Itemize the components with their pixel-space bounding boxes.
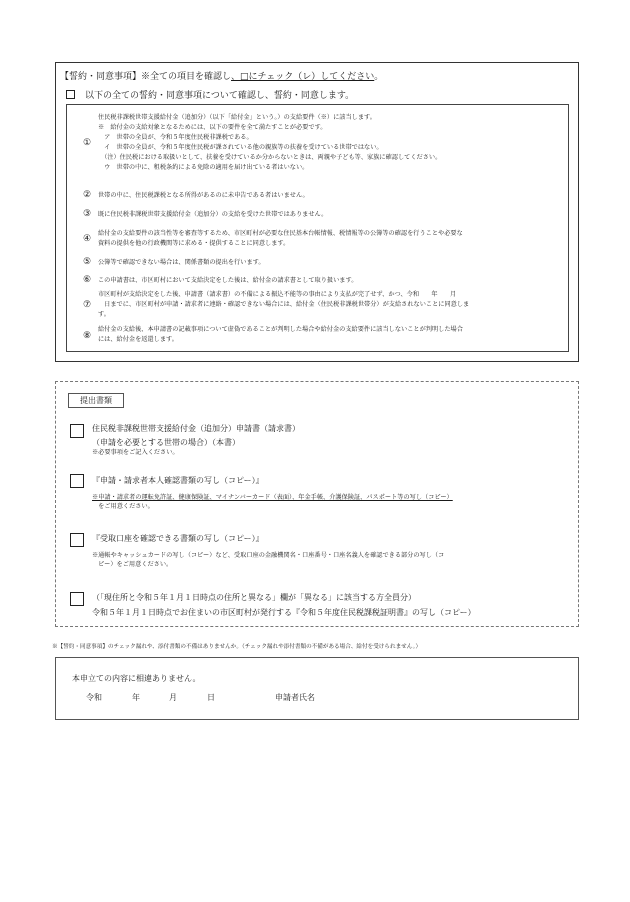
pledge-item-4-number: ④ [82,234,92,244]
pledge-agree-checkbox[interactable] [66,90,75,99]
pledge-header-period: 。 [374,72,384,82]
pledge-item-5 [98,258,265,268]
pledge-item-6 [98,276,357,286]
pledge-item-8-line: 給付金の支給後、本申請書の記載事項について虚偽であることが判明した場合や給付金の支給要件に該当しないことが判明した場合 [98,326,463,333]
documents-label: 提出書類 [68,393,124,408]
document-3-title: 『受取口座を確認できる書類の写し（コピー）』 [92,534,264,543]
pledge-agree-row[interactable] [66,88,354,101]
date-year-label: 年 [132,693,140,702]
pledge-header-check-instruction: 、□にチェック（レ）してください [231,72,375,82]
pledge-item-4 [98,229,463,249]
document-4-condition: （「現住所と令和５年１月１日時点の住所と異なる」欄が「異なる」に該当する方全員分） [92,593,416,602]
pledge-header-instruction: ※全ての項目を確認し [141,72,232,82]
applicant-name-label: 申請者氏名 [275,693,315,702]
document-1-title: 住民税非課税世帯支援給付金（追加分）申請書（請求書） [92,424,300,433]
pledge-item-1-line: イ 世帯の全員が、令和５年度住民税が課されている他の親族等の扶養を受けている世帯ではない。 [98,144,383,151]
document-3-note: ※通帳やキャッシュカードの写し（コピー）など、受取口座の金融機関名・口座番号・口座名義人を確認できる部分の写し（コ [92,552,445,559]
document-1 [92,423,300,457]
pledge-item-5-number: ⑤ [82,257,92,267]
document-2-note: をご用意ください。 [92,503,154,510]
document-3 [92,533,444,569]
pledge-item-1-line: 住民税非課税世帯支援給付金（追加分）（以下「給付金」という。）の支給要件（※）に該当します。 [98,114,376,121]
date-day-label: 日 [207,693,215,702]
document-2-note: ※申請・請求者の運転免許証、健康保険証、マイナンバーカード（表面）、年金手帳、介護保険証、パスポート等の写し（コピー） [92,494,453,501]
pledge-item-4-line: 給付金の支給要件の該当性等を審査等するため、市区町村が必要な住民基本台帳情報、税情報等の公簿等の確認を行うことや必要な [98,230,463,237]
document-2 [92,475,453,511]
pledge-item-5-line: 公簿等で確認できない場合は、関係書類の提出を行います。 [98,259,265,266]
pledge-item-7 [98,290,469,320]
pledge-item-1 [98,113,441,173]
pledge-item-3-number: ③ [82,209,92,219]
pledge-item-8 [98,325,463,345]
document-1-note: ※必要事項をご記入ください。 [92,449,179,456]
pledge-item-6-line: この申請書は、市区町村において支給決定をした後は、給付金の請求書として取り扱います。 [98,277,358,284]
pledge-header [60,69,383,82]
date-era-label: 令和 [86,693,102,702]
pledge-item-7-line: 日までに、市区町村が申請・請求者に連絡・確認できない場合には、給付金（住民税非課税世帯分）が支給されないことに同意しま [98,301,470,308]
declaration-box [55,657,579,720]
pledge-item-7-line: 市区町村が支給決定をした後、申請書（請求書）の不備による振込不能等の事由により支払が完了せず、かつ、令和 年 月 [98,291,457,298]
document-2-checkbox[interactable] [70,474,84,488]
document-3-note: ピー）をご用意ください。 [92,561,173,568]
pledge-item-1-number: ① [82,138,92,148]
pledge-item-2 [98,191,309,201]
pledge-item-8-number: ⑧ [82,331,92,341]
check-note: ※【誓約・同意事項】のチェック漏れや、添付書類の不備はありませんか。（チェック漏れや添付書類の不備がある場合、給付を受けられません。） [52,644,422,650]
document-4-checkbox[interactable] [70,592,84,606]
pledge-item-1-line: ※ 給付金の支給対象となるためには、以下の要件を全て満たすことが必要です。 [98,124,327,131]
date-month-label: 月 [169,693,177,702]
pledge-item-1-line: （注）住民税における取扱いとして、扶養を受けているか分からないときは、両親や子ども等、家族に確認してください。 [98,154,442,161]
document-4 [92,592,476,618]
pledge-item-2-number: ② [82,190,92,200]
pledge-item-7-number: ⑦ [82,300,92,310]
pledge-item-7-line: す。 [98,311,110,318]
pledge-item-6-number: ⑥ [82,275,92,285]
pledge-item-2-line: 世帯の中に、住民税課税となる所得があるのに未申告である者はいません。 [98,192,309,199]
pledge-item-1-line: ウ 世帯の中に、租税条約による免除の適用を届け出ている者はいない。 [98,164,309,171]
document-3-checkbox[interactable] [70,533,84,547]
pledge-item-1-line: ア 世帯の全員が、令和５年度住民税非課税である。 [98,134,253,141]
document-2-title: 『申請・請求者本人確認書類の写し（コピー）』 [92,476,264,485]
document-1-condition: （申請を必要とする世帯の場合）（本書） [92,438,240,447]
pledge-item-3 [98,210,327,220]
document-4-title: 令和５年１月１日時点でお住まいの市区町村が発行する『令和５年度住民税課税証明書』の写し（コピー） [92,608,476,617]
pledge-item-3-line: 既に住民税非課税世帯支援給付金（追加分）の支給を受けた世帯ではありません。 [98,211,328,218]
pledge-item-8-line: には、給付金を返還します。 [98,336,178,343]
document-1-checkbox[interactable] [70,424,84,438]
pledge-agree-text: 以下の全ての誓約・同意事項について確認し、誓約・同意します。 [85,91,355,101]
pledge-header-label: 【誓約・同意事項】 [60,72,142,82]
pledge-item-4-line: 資料の提供を他の行政機関等に求める・提供することに同意します。 [98,240,290,247]
declaration-text: 本申立ての内容に相違ありません。 [72,674,201,683]
